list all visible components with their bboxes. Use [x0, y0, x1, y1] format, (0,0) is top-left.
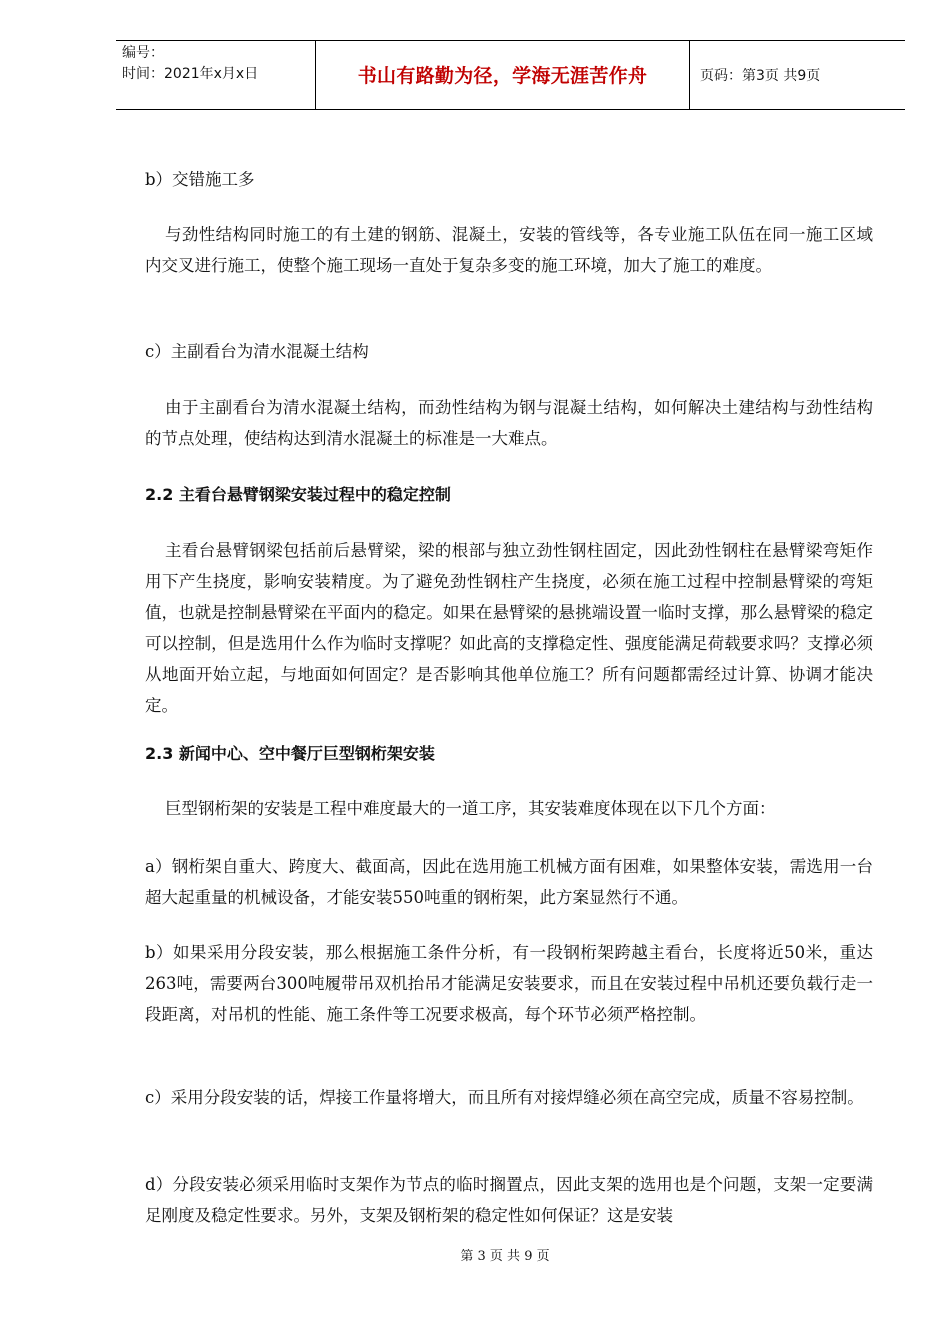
paragraph-item-b: b）如果采用分段安装，那么根据施工条件分析，有一段钢桁架跨越主看台，长度将近50米，重达263吨，需要两台300吨履带吊双机抬吊才能满足安装要求，而且在安装过程中吊机还要负载行走一段距离，对吊机的性能、施工条件等工况要求极高，每个环节必须严格控制。	[145, 943, 873, 1024]
number-label: 编号：	[122, 45, 164, 61]
header-motto-cell	[316, 41, 690, 109]
paragraph-truss-intro: 巨型钢桁架的安装是工程中难度最大的一道工序，其安装难度体现在以下几个方面：	[165, 799, 776, 818]
paragraph-item-d: d）分段安装必须采用临时支架作为节点的临时搁置点，因此支架的选用也是个问题，支架一定要满足刚度及稳定性要求。另外，支架及钢桁架的稳定性如何保证？这是安装	[145, 1175, 873, 1225]
header-page-cell	[690, 41, 905, 109]
paragraph-fair-faced-concrete: 由于主副看台为清水混凝土结构，而劲性结构为钢与混凝土结构，如何解决土建结构与劲性结构的节点处理，使结构达到清水混凝土的标准是一大难点。	[145, 398, 873, 448]
page-footer: 第 3 页 共 9 页	[460, 1249, 550, 1264]
subheading-c-fair-faced-concrete: c）主副看台为清水混凝土结构	[145, 342, 369, 361]
page-info: 页码：第3页 共9页	[700, 68, 821, 84]
motto: 书山有路勤为径，学海无涯苦作舟	[357, 65, 648, 87]
header-meta	[116, 41, 316, 109]
page-header	[116, 40, 905, 110]
paragraph-item-c: c）采用分段安装的话，焊接工作量将增大，而且所有对接焊缝必须在高空完成，质量不容易控制。	[145, 1088, 864, 1107]
paragraph-item-a: a）钢桁架自重大、跨度大、截面高，因此在选用施工机械方面有困难，如果整体安装，需选用一台超大起重量的机械设备，才能安装550吨重的钢桁架，此方案显然行不通。	[145, 857, 873, 907]
paragraph-cantilever-stability: 主看台悬臂钢梁包括前后悬臂梁，梁的根部与独立劲性钢柱固定，因此劲性钢柱在悬臂梁弯矩作用下产生挠度，影响安装精度。为了避免劲性钢柱产生挠度，必须在施工过程中控制悬臂梁的弯矩值，也就是控制悬臂梁在平面内的稳定。如果在悬臂梁的悬挑端设置一临时支撑，那么悬臂梁的稳定可以控制，但是选用什么作为临时支撑呢？如此高的支撑稳定性、强度能满足荷载要求吗？支撑必须从地面开始立起，与地面如何固定？是否影响其他单位施工？所有问题都需经过计算、协调才能决定。	[145, 541, 873, 715]
subheading-b-cross-work: b）交错施工多	[145, 170, 255, 189]
time-label: 时间：2021年x月x日	[122, 66, 259, 82]
section-heading-2-2: 2.2 主看台悬臂钢梁安装过程中的稳定控制	[145, 485, 451, 504]
paragraph-cross-work: 与劲性结构同时施工的有土建的钢筋、混凝土，安装的管线等，各专业施工队伍在同一施工区域内交叉进行施工，使整个施工现场一直处于复杂多变的施工环境，加大了施工的难度。	[145, 225, 873, 275]
section-heading-2-3: 2.3 新闻中心、空中餐厅巨型钢桁架安装	[145, 744, 435, 763]
